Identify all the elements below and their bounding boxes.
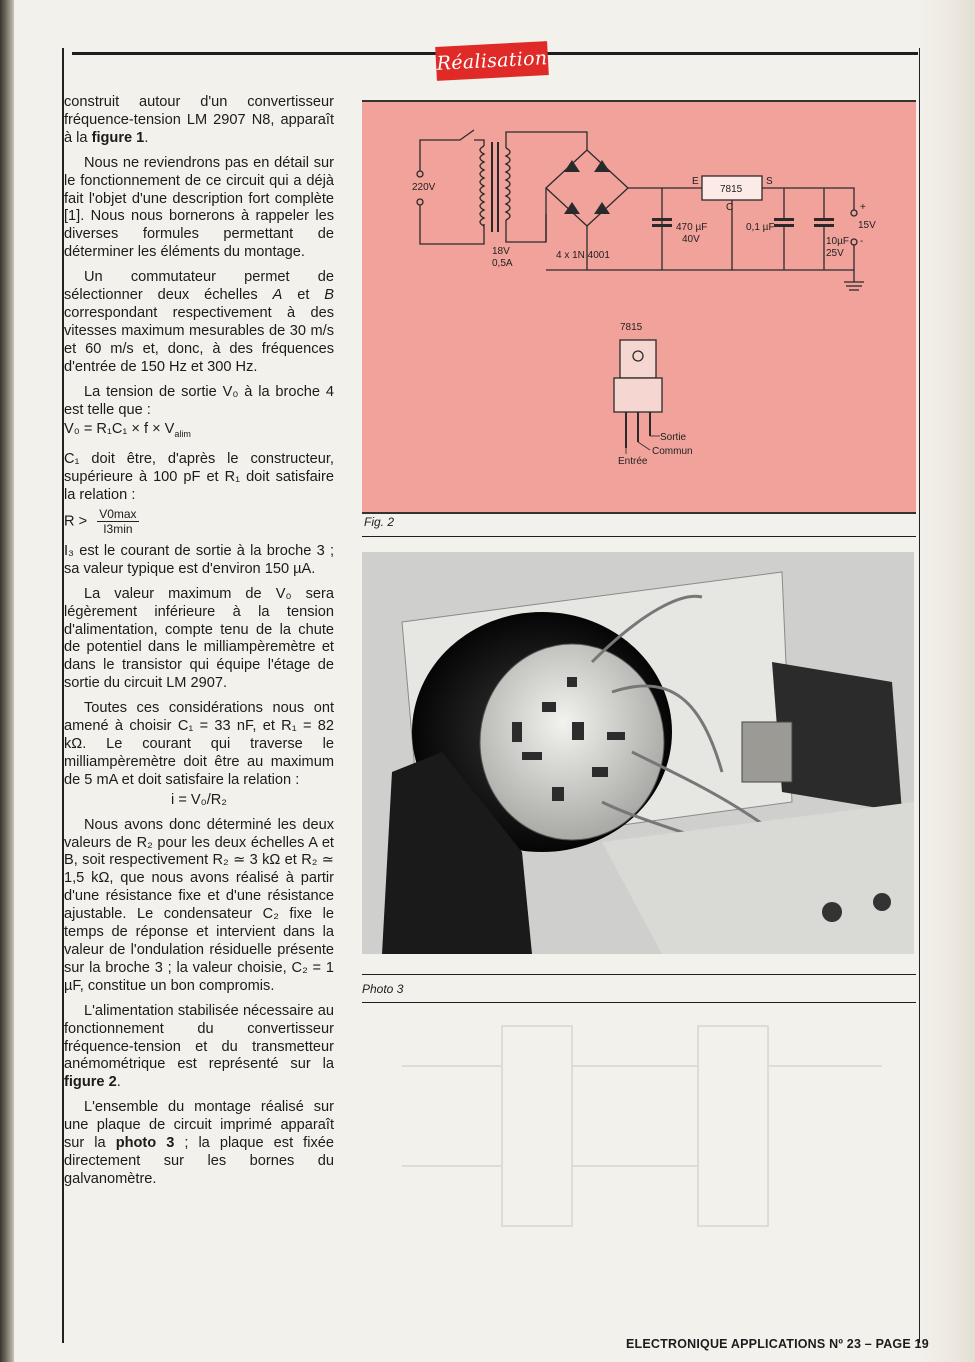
photo-3-circuit-board (362, 552, 914, 954)
paragraph: Un commutateur permet de sélectionner deux échelles A et B correspondant respectivement à des vitesses maximum mesurables de 30 m/s et 60 m/s et, donc, à des fréquences d'entrée de 150 Hz et 300 Hz. (64, 269, 335, 375)
figure-2-caption: Fig. 2 (364, 515, 395, 529)
label-package-output: Sortie (660, 432, 687, 443)
paragraph: L'ensemble du montage réalisé sur une plaque de circuit imprimé apparaît sur la photo 3 ; la plaque est fixée directement sur les bornes du galvanomètre. (64, 1099, 334, 1187)
photo-rule-bottom (362, 1002, 916, 1003)
figure-2-rule (362, 536, 916, 537)
label-bridge: 4 x 1N 4001 (556, 250, 610, 261)
paragraph: I₃ est le courant de sortie à la broche 3 ; sa valeur typique est d'environ 150 µA. (64, 542, 334, 577)
label-cap2: 0,1 µF (746, 222, 775, 233)
label-transformer-current: 0,5A (492, 258, 513, 269)
label-cap1-voltage: 40V (682, 234, 700, 245)
show-through-from-reverse-page (362, 1006, 914, 1326)
formula-current: i = V₀/R₂ (171, 791, 227, 808)
label-mains: 220V (412, 182, 436, 193)
label-pin-s: S (766, 176, 773, 187)
label-out-minus: - (860, 236, 864, 247)
label-cap1: 470 µF (676, 222, 708, 233)
label-out-voltage: 15V (858, 220, 876, 231)
paragraph: Nous avons donc déterminé les deux valeurs de R₂ pour les deux échelles A et B, soit respectivement R₂ ≃ 3 kΩ et R₂ ≃ 1,5 kΩ, que nous avons réalisé à partir d'une résistance fixe et d'une résistance ajustable. Le condensateur C₂ fixe le temps de réponse et intervient dans la valeur de l'ondulation résiduelle présente sur la broche 3 ; la valeur choisie, C₂ = 1 µF, constitue un bon compromis. (64, 816, 334, 994)
figure-2-schematic (362, 100, 916, 514)
formula-output-voltage: $V_0 = R_1C_1 \times f \times V_{alim}$ (64, 421, 191, 440)
paragraph: construit autour d'un convertisseur fréquence-tension LM 2907 N8, apparaît à la figure 1. (64, 94, 334, 146)
paragraph: Nous ne reviendrons pas en détail sur le fonctionnement de ce circuit qui a déjà fait l'objet d'une description fort complète [1]. Nous nous bornerons à rappeler les diverses formules permettant de déterminer les éléments du montage. (64, 154, 334, 261)
label-regulator: 7815 (720, 184, 743, 195)
paragraph: C₁ doit être, d'après le constructeur, supérieure à 100 pF et R₁ doit satisfaire la relation : (64, 451, 334, 504)
label-pin-c: C (726, 202, 734, 213)
label-package-title: 7815 (620, 322, 643, 333)
label-transformer: 18V (492, 246, 510, 257)
label-cap3-voltage: 25V (826, 248, 844, 259)
paragraph: L'alimentation stabilisée nécessaire au fonctionnement du convertisseur fréquence-tension et du transmetteur anémométrique est représenté sur la figure 2. (64, 1002, 334, 1091)
paragraph: La valeur maximum de V₀ sera légèrement inférieure à la tension d'alimentation, compte tenu de la chute de potentiel dans le milliampèremètre et dans le transistor qui équipe l'étage de sortie du circuit LM 2907. (64, 585, 334, 692)
paragraph: La tension de sortie V₀ à la broche 4 est telle que : (64, 383, 334, 418)
label-package-input: Entrée (618, 456, 648, 467)
page-binding-shadow (0, 0, 14, 1362)
photo-3-caption: Photo 3 (362, 982, 404, 996)
label-package-common: Commun (652, 446, 693, 457)
paragraph: Toutes ces considérations nous ont amené à choisir C₁ = 33 nF, et R₁ = 82 kΩ. Le courant qui traverse le milliampèremètre doit être au maximum de 5 mA et doit satisfaire la relation : (64, 700, 334, 788)
right-margin-rule (919, 48, 920, 1343)
page-footer: ELECTRONIQUE APPLICATIONS Nº 23 – PAGE 19 (626, 1337, 929, 1351)
label-pin-e: E (692, 176, 699, 187)
formula-r-condition: R > $\frac{V0\max}{I3\min}$ (64, 506, 137, 536)
section-tag: Réalisation (435, 41, 549, 81)
label-cap3: 10µF (826, 236, 849, 247)
page-edge-shadow (917, 0, 975, 1362)
photo-rule-top (362, 974, 916, 975)
label-out-plus: + (860, 202, 866, 213)
article-text-column (64, 94, 334, 1196)
